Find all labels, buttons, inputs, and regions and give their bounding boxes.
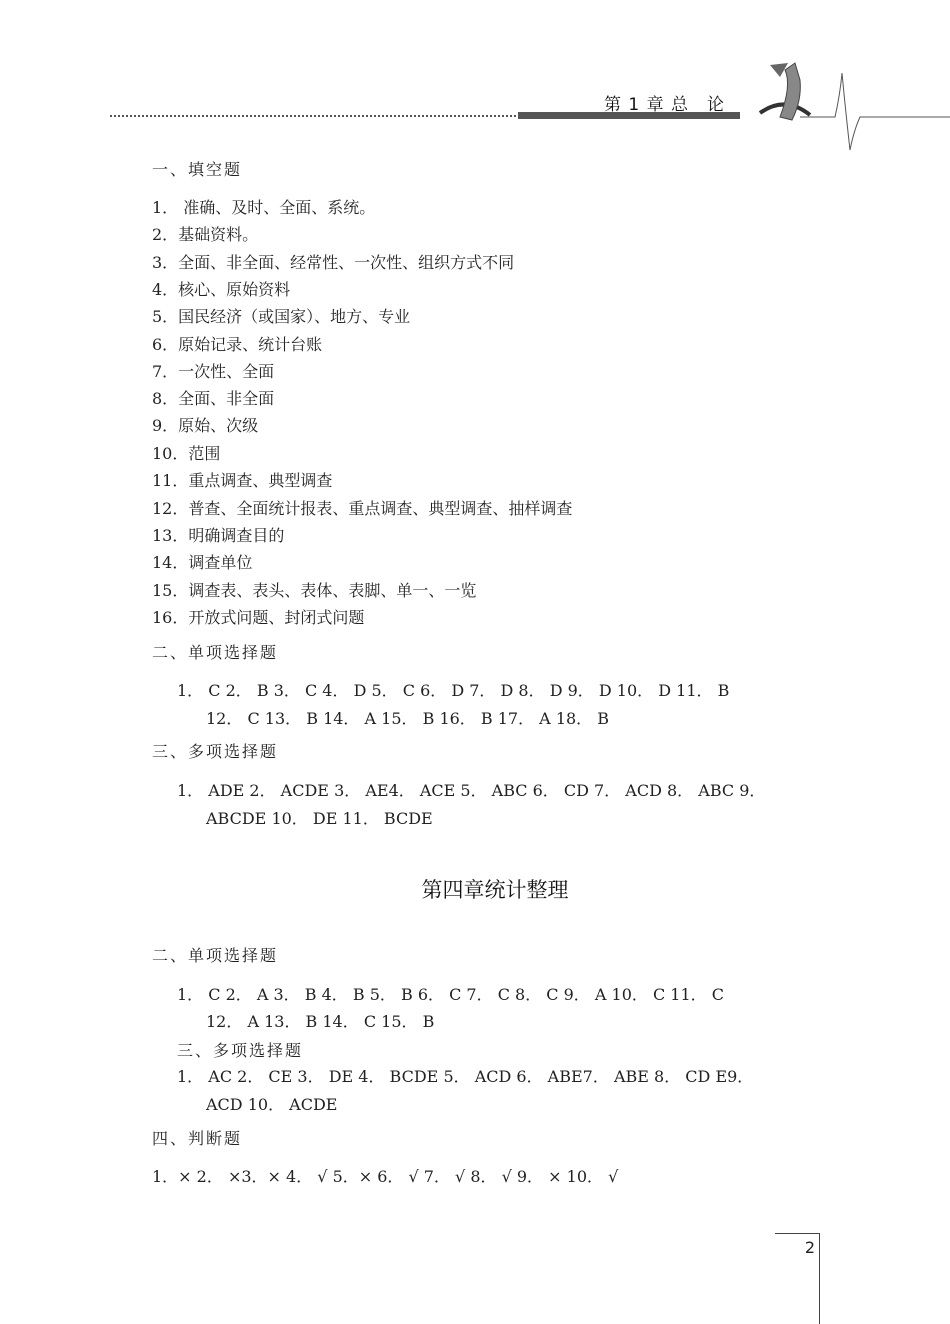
list-item: 7．一次性、全面 xyxy=(152,362,275,381)
section-heading-multi-choice: 三、多项选择题 xyxy=(177,1041,304,1060)
answer-line: 1． C 2． A 3． B 4． B 5． B 6． C 7． C 8． C 9． A 10． C 11． C xyxy=(177,985,724,1004)
section-heading-single-choice: 二、单项选择题 xyxy=(152,643,279,662)
answer-line: 12． A 13． B 14． C 15． B xyxy=(206,1012,435,1031)
header-dotted-rule xyxy=(110,115,520,117)
list-item: 11．重点调查、典型调查 xyxy=(152,471,333,490)
list-item: 9．原始、次级 xyxy=(152,416,259,435)
list-item: 10．范围 xyxy=(152,444,221,463)
answer-line: ACD 10． ACDE xyxy=(206,1095,338,1114)
list-item: 8．全面、非全面 xyxy=(152,389,275,408)
list-item: 1． 准确、及时、全面、系统。 xyxy=(152,198,376,217)
answer-line: 1． ADE 2． ACDE 3． AE4． ACE 5． ABC 6． CD 7． ACD 8． ABC 9． xyxy=(177,781,766,800)
list-item: 2．基础资料。 xyxy=(152,225,259,244)
answer-line: 1．× 2． ×3．× 4． √ 5．× 6． √ 7． √ 8． √ 9． × 10． √ xyxy=(152,1167,619,1186)
list-item: 15．调查表、表头、表体、表脚、单一、一览 xyxy=(152,581,477,600)
page-number: 2 xyxy=(804,1238,815,1257)
list-item: 4．核心、原始资料 xyxy=(152,280,291,299)
answer-line: 12． C 13． B 14． A 15． B 16． B 17． A 18． B xyxy=(206,709,610,728)
answer-line: 1． C 2． B 3． C 4． D 5． C 6． D 7． D 8． D 9． D 10． D 11． B xyxy=(177,681,730,700)
page-number-box xyxy=(775,1233,820,1324)
list-item: 16．开放式问题、封闭式问题 xyxy=(152,608,365,627)
section-heading-fill-blank: 一、填空题 xyxy=(152,160,243,179)
list-item: 12．普查、全面统计报表、重点调查、典型调查、抽样调查 xyxy=(152,499,573,518)
page-header xyxy=(0,0,950,160)
list-item: 13．明确调查目的 xyxy=(152,526,285,545)
section-heading-single-choice: 二、单项选择题 xyxy=(152,946,279,965)
section-heading-multi-choice: 三、多项选择题 xyxy=(152,742,279,761)
list-item: 3．全面、非全面、经常性、一次性、组织方式不同 xyxy=(152,253,515,272)
chapter-4-title: 第四章统计整理 xyxy=(421,878,569,902)
list-item: 6．原始记录、统计台账 xyxy=(152,335,323,354)
section-heading-judgment: 四、判断题 xyxy=(152,1129,243,1148)
arrow-curve-decoration-icon xyxy=(740,55,950,155)
list-item: 5．国民经济（或国家）、地方、专业 xyxy=(152,307,411,326)
list-item: 14．调查单位 xyxy=(152,553,253,572)
answer-line: 1． AC 2． CE 3． DE 4． BCDE 5． ACD 6． ABE7． ABE 8． CD E9． xyxy=(177,1067,754,1086)
answer-line: ABCDE 10． DE 11． BCDE xyxy=(206,809,433,828)
chapter-header-title: 第 1 章 总 论 xyxy=(604,95,726,115)
